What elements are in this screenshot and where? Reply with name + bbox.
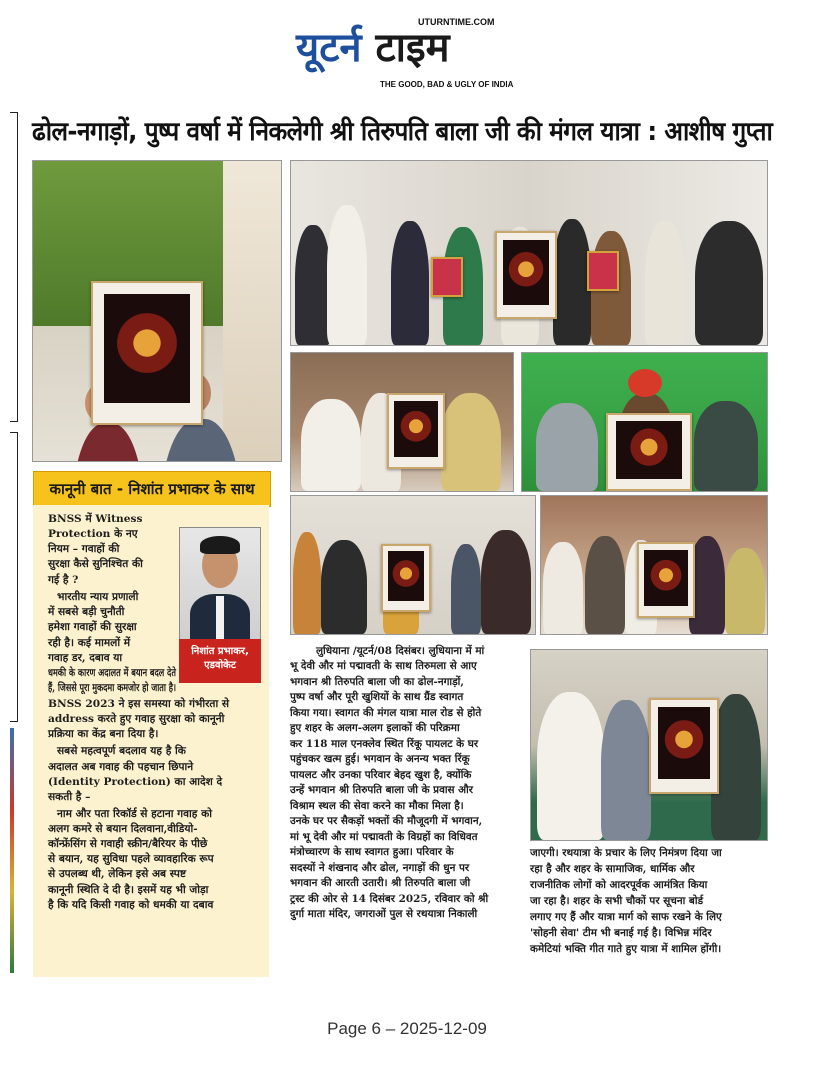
article-line: ट्रस्ट की ओर से 14 दिसंबर 2025, रविवार को श्री — [290, 893, 489, 905]
masthead-tagline: THE GOOD, BAD & UGLY OF INDIA — [380, 80, 514, 89]
column-line: BNSS में Witness — [48, 513, 143, 525]
margin-strip — [10, 728, 14, 973]
column-line: अलग कमरे से बयान दिलवाना,वीडियो- — [48, 823, 198, 835]
column-line: धमकी के कारण अदालत में बयान बदल देते — [48, 667, 176, 679]
article-line: सदस्यों ने शंखनाद और ढोल, नगाड़ों की धुन पर — [290, 862, 470, 874]
column-line: हैं, जिससे पूरा मुकदमा कमजोर हो जाता है। — [48, 682, 177, 694]
article-line: दुर्गा माता मंदिर, जगराओं पुल से रथयात्रा निकाली — [290, 908, 478, 920]
margin-rule — [17, 112, 18, 422]
author-designation: एडवोकेट — [204, 660, 236, 671]
masthead-url: UTURNTIME.COM — [418, 17, 495, 27]
margin-mark — [10, 721, 18, 722]
column-line: अदालत अब गवाह की पहचान छिपाने — [48, 761, 194, 773]
headline: ढोल-नगाड़ों, पुष्प वर्षा में निकलेगी श्री तिरुपति बाला जी की मंगल यात्रा : आशीष गुप्ता — [32, 117, 773, 147]
margin-mark — [10, 112, 18, 113]
article-line: पहुंचकर खत्म हुई। भगवान के अनन्य भक्त रिंकू — [290, 753, 470, 765]
column-line: सबसे महत्वपूर्ण बदलाव यह है कि — [57, 745, 186, 757]
column-line: BNSS 2023 ने इस समस्या को गंभीरता से — [48, 698, 230, 710]
author-caption — [179, 639, 261, 683]
photo-felicitation-6 — [530, 649, 768, 841]
column-line: हमेशा गवाहों की सुरक्षा — [48, 621, 137, 633]
column-line: कानूनी स्थिति दे दी है। इसमें यह भी जोड़ा — [48, 884, 209, 896]
article-line: जाएगी। रथयात्रा के प्रचार के लिए निमंत्रण दिया जा — [530, 847, 722, 859]
article-line: लुधियाना /यूटर्न/08 दिसंबर। लुधियाना में मां — [316, 645, 485, 657]
column-line: सकती है – — [48, 791, 91, 803]
column-line: सुरक्षा कैसे सुनिश्चित की — [48, 558, 143, 570]
column-line: Protection के नए — [48, 528, 138, 540]
column-line: भारतीय न्याय प्रणाली — [57, 591, 139, 603]
logo-part-2: टाइम — [375, 25, 450, 71]
masthead-logo — [296, 25, 450, 71]
photo-felicitation-5 — [540, 495, 768, 635]
article-line: हुए शहर के अलग-अलग इलाकों की परिक्रमा — [290, 722, 460, 734]
logo-part-1: यूटर्न — [296, 25, 362, 71]
column-line: से बयान, यह सुविधा पहले व्यावहारिक रूप — [48, 853, 214, 865]
column-title: कानूनी बात - निशांत प्रभाकर के साथ — [49, 480, 255, 498]
author-name: निशांत प्रभाकर, — [191, 646, 249, 657]
article-line: राजनीतिक लोगों को आदरपूर्वक आमंत्रित किया — [530, 879, 708, 891]
photo-group-release — [290, 160, 768, 346]
column-line: प्रक्रिया का केंद्र बना दिया है। — [48, 728, 159, 740]
article-line: भगवान श्री तिरुपति बाला जी का ढोल-नगाड़ों, — [290, 676, 464, 688]
column-line: गई है ? — [48, 574, 79, 586]
article-line: मां भू देवी और मां पद्मावती के विग्रहों का विधिवत — [290, 831, 478, 843]
author-portrait — [179, 527, 261, 641]
photo-felicitation-4 — [290, 495, 536, 635]
column-line: (Identity Protection) का आदेश दे — [48, 776, 223, 788]
article-line: भू देवी और मां पद्मावती के साथ तिरुमला से आए — [290, 660, 477, 672]
photo-felicitation-1 — [32, 160, 282, 462]
article-line: मंत्रोच्चारण के साथ स्वागत हुआ। परिवार के — [290, 846, 454, 858]
article-line: जा रहा है। शहर के सभी चौकों पर सूचना बोर्ड — [530, 895, 704, 907]
article-line: पुष्प वर्षा और पूरी खुशियों के साथ ग्रैंड स्वागत — [290, 691, 464, 703]
article-line: भगवान की आरती उतारी। श्री तिरुपति बाला जी — [290, 877, 471, 889]
article-line: विश्राम स्थल की सेवा करने का मौका मिला है। — [290, 800, 464, 812]
article-line: कर 118 माल एनक्लेव स्थित रिंकू पायलट के घर — [290, 738, 479, 750]
photo-felicitation-3 — [521, 352, 768, 492]
column-line: address करते हुए गवाह सुरक्षा को कानूनी — [48, 713, 225, 725]
article-line: 'सोहनी सेवा' टीम भी बनाई गई है। विभिन्न मंदिर — [530, 927, 712, 939]
article-line: रहा है और शहर के सामाजिक, धार्मिक और — [530, 863, 695, 875]
photo-felicitation-2 — [290, 352, 514, 492]
article-line: कमेटियां भक्ति गीत गाते हुए यात्रा में शामिल होंगी। — [530, 943, 722, 955]
margin-rule — [17, 432, 18, 722]
column-line: रही है। कई मामलों में — [48, 637, 131, 649]
article-line: लगाए गए हैं और यात्रा मार्ग को साफ रखने के लिए — [530, 911, 722, 923]
column-line: से उपलब्ध थी, लेकिन इसे अब स्पष्ट — [48, 868, 187, 880]
column-title-bar — [33, 471, 271, 507]
column-line: कॉन्फ्रेंसिंग से गवाही स्क्रीन/बैरियर के पीछे — [48, 838, 208, 850]
page-footer: Page 6 – 2025-12-09 — [327, 1019, 487, 1038]
margin-mark — [10, 421, 18, 422]
column-line: है कि यदि किसी गवाह को धमकी या दबाव — [48, 899, 214, 911]
column-line: नियम – गवाहों की — [48, 543, 120, 555]
article-line: पायलट और उनका परिवार बेहद खुश है, क्योंकि — [290, 769, 472, 781]
margin-mark — [10, 432, 18, 433]
article-line: उनके घर पर सैकड़ों भक्तों की मौजूदगी में भगवान, — [290, 815, 483, 827]
article-line: किया गया। स्वागत की मंगल यात्रा माल रोड से होते — [290, 707, 482, 719]
column-line: नाम और पता रिकॉर्ड से हटाना गवाह को — [57, 808, 212, 820]
column-line: में सबसे बड़ी चुनौती — [48, 606, 125, 618]
article-line: उन्हें भगवान श्री तिरुपति बाला जी के प्रवास और — [290, 784, 474, 796]
column-line: गवाह डर, दबाव या — [48, 652, 123, 664]
